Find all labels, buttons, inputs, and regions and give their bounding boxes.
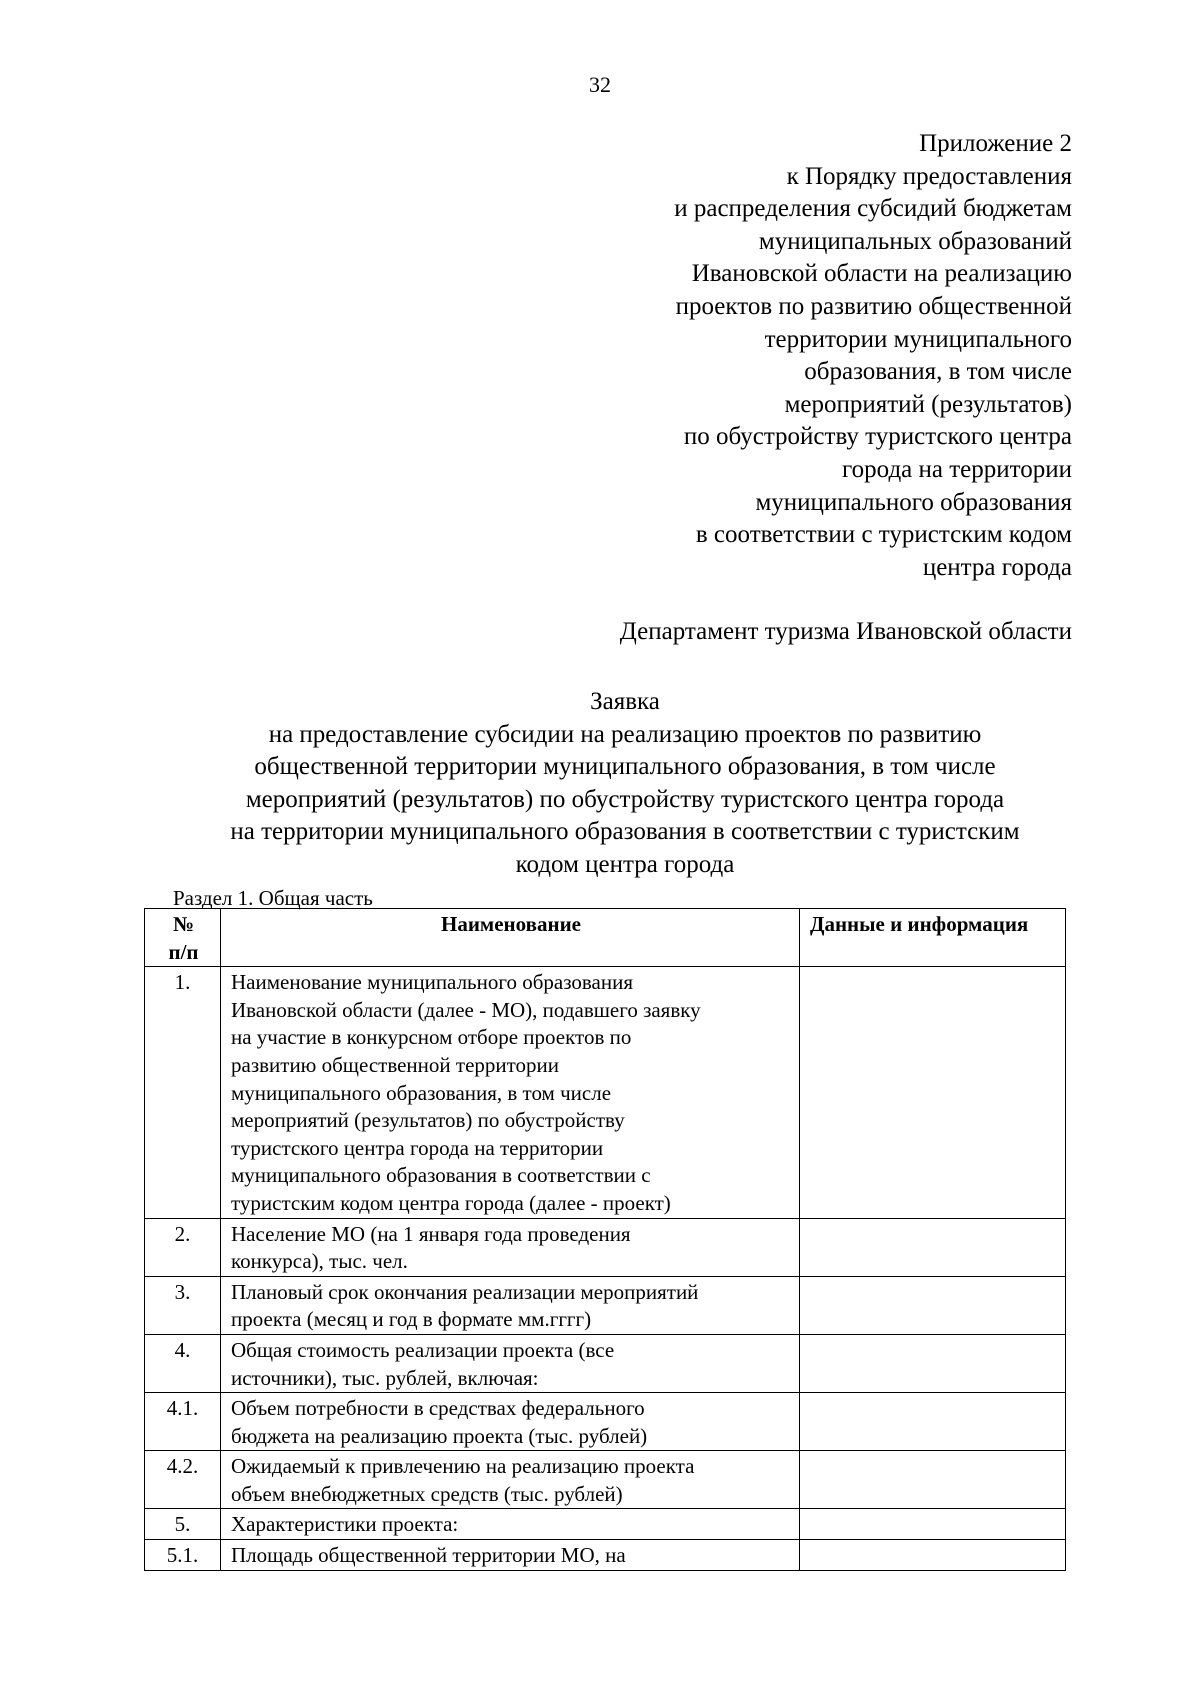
row-number: 4.2. [145, 1451, 221, 1509]
table-row [145, 1393, 1066, 1451]
row-line: муниципального образования в соответствии с [231, 1163, 651, 1188]
row-value-cell[interactable] [800, 967, 1066, 1218]
table-header-row [145, 909, 1066, 967]
row-line: туристским кодом центра города (далее - проект) [231, 1190, 671, 1215]
annex-header [512, 128, 1072, 584]
annex-line: проектов по развитию общественной [675, 292, 1072, 320]
row-number: 2. [145, 1218, 221, 1276]
department-name: Департамент туризма Ивановской области [619, 618, 1072, 645]
row-description [221, 1334, 800, 1392]
annex-line: по обустройству туристского центра [683, 423, 1072, 451]
row-number: 5. [145, 1509, 221, 1540]
document-title [100, 686, 1150, 882]
row-value-cell[interactable] [800, 1393, 1066, 1451]
table-row [145, 1334, 1066, 1392]
annex-line: образования, в том числе [804, 358, 1072, 386]
title-line: кодом центра города [515, 850, 735, 878]
row-line: объем внебюджетных средств (тыс. рублей) [231, 1481, 623, 1506]
row-line: Население МО (на 1 января года проведения [231, 1221, 631, 1246]
row-line: бюджета на реализацию проекта (тыс. рублей) [231, 1423, 648, 1448]
header-data: Данные и информация [800, 909, 1066, 967]
row-line: мероприятий (результатов) по обустройству [231, 1108, 625, 1133]
row-line: развитию общественной территории [231, 1052, 560, 1077]
row-number: 4.1. [145, 1393, 221, 1451]
row-description [221, 1393, 800, 1451]
row-description [221, 1509, 800, 1540]
row-line: конкурса), тыс. чел. [231, 1249, 408, 1274]
title-line: на территории муниципального образования в соответствии с туристским [230, 818, 1020, 846]
annex-line: Приложение 2 [919, 130, 1072, 157]
row-line: туристского центра города на территории [231, 1135, 604, 1160]
annex-line: к Порядку предоставления [786, 162, 1072, 190]
row-number: 5.1. [145, 1540, 221, 1571]
row-number: 1. [145, 967, 221, 1218]
row-value-cell[interactable] [800, 1276, 1066, 1334]
row-value-cell[interactable] [800, 1218, 1066, 1276]
application-table [144, 908, 1066, 1571]
row-line: Объем потребности в средствах федерального [231, 1396, 645, 1421]
row-line: Ожидаемый к привлечению на реализацию проекта [231, 1454, 695, 1479]
page-number: 32 [589, 72, 611, 97]
table-row [145, 1276, 1066, 1334]
table-row [145, 1540, 1066, 1571]
title-line: общественной территории муниципального образования, в том числе [254, 753, 996, 781]
section-caption: Раздел 1. Общая часть [173, 886, 373, 910]
annex-line: центра города [922, 553, 1072, 581]
header-num [145, 909, 221, 967]
table-row [145, 1218, 1066, 1276]
row-value-cell[interactable] [800, 1509, 1066, 1540]
annex-line: муниципальных образований [758, 227, 1072, 255]
row-value-cell[interactable] [800, 1451, 1066, 1509]
row-line: муниципального образования, в том числе [231, 1080, 612, 1105]
row-value-cell[interactable] [800, 1540, 1066, 1571]
row-value-cell[interactable] [800, 1334, 1066, 1392]
header-num-line: № [172, 912, 195, 936]
row-line: Плановый срок окончания реализации мероприятий [231, 1279, 699, 1304]
table-row [145, 967, 1066, 1218]
row-line: Общая стоимость реализации проекта (все [231, 1337, 615, 1362]
row-description [221, 967, 800, 1218]
row-description [221, 1218, 800, 1276]
header-name: Наименование [221, 909, 800, 967]
annex-line: в соответствии с туристским кодом [695, 521, 1072, 549]
row-line: проекта (месяц и год в формате мм.гггг) [231, 1307, 592, 1332]
row-description [221, 1451, 800, 1509]
table-row [145, 1509, 1066, 1540]
annex-line: и распределения субсидий бюджетам [674, 195, 1072, 223]
row-line: на участие в конкурсном отборе проектов по [231, 1025, 632, 1050]
annex-line: территории муниципального [764, 325, 1072, 353]
row-line: источники), тыс. рублей, включая: [231, 1365, 539, 1390]
row-description [221, 1540, 800, 1571]
row-number: 3. [145, 1276, 221, 1334]
row-line: Наименование муниципального образования [231, 970, 633, 995]
annex-line: города на территории [842, 455, 1072, 483]
row-line: Ивановской области (далее - МО), подавшего заявку [231, 997, 701, 1022]
annex-line: Ивановской области на реализацию [691, 260, 1072, 288]
title-line: мероприятий (результатов) по обустройству туристского центра города [245, 785, 1005, 813]
title-heading: Заявка [590, 688, 660, 715]
row-number: 4. [145, 1334, 221, 1392]
header-num-line: п/п [168, 939, 199, 964]
table-row [145, 1451, 1066, 1509]
annex-line: муниципального образования [755, 488, 1072, 516]
row-description [221, 1276, 800, 1334]
row-line: Характеристики проекта: [231, 1512, 459, 1537]
title-line: на предоставление субсидии на реализацию проектов по развитию [268, 720, 982, 748]
annex-line: мероприятий (результатов) [784, 390, 1072, 418]
row-line: Площадь общественной территории МО, на [231, 1543, 626, 1568]
